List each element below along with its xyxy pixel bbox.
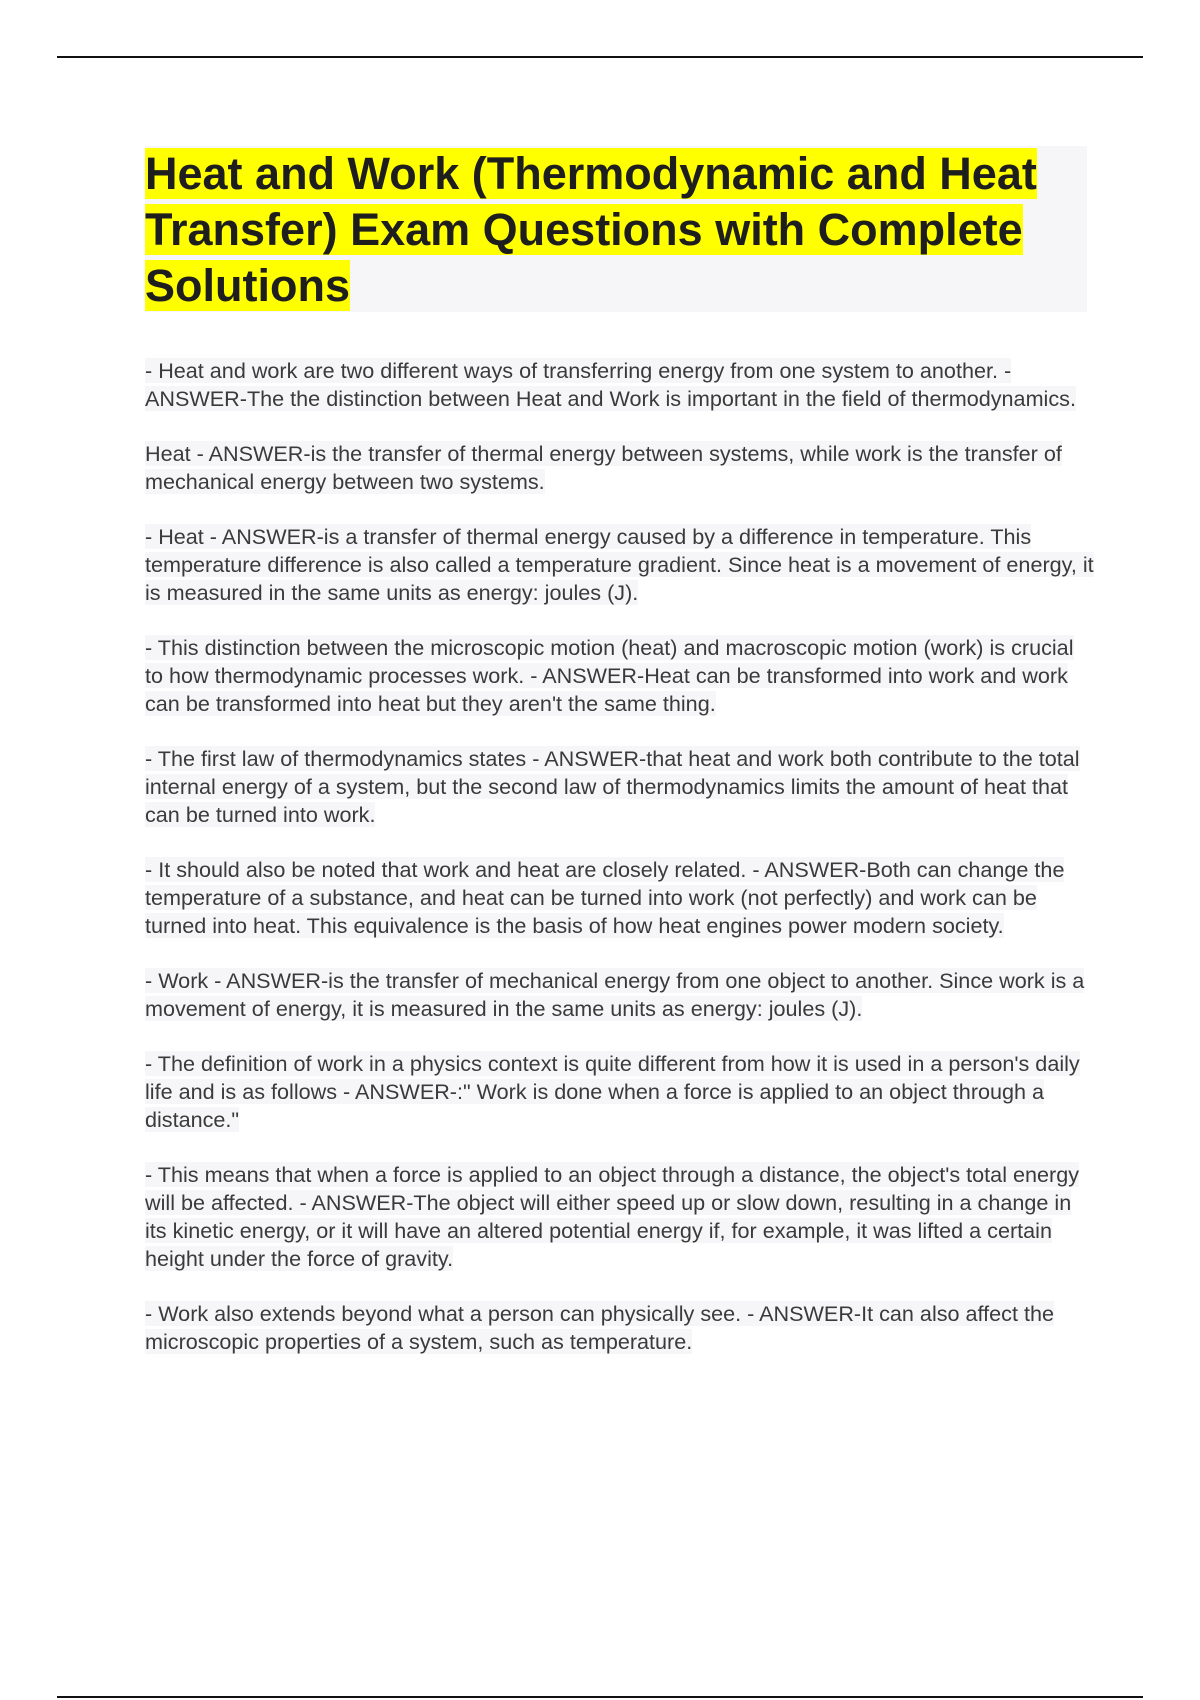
- qa-item: - It should also be noted that work and heat are closely related. - ANSWER-Both can change the temperature of a substance, and heat can be turned into work (not perfectly) and work can be turned into heat. This equivalence is the basis of how heat engines power modern society.: [145, 857, 1065, 938]
- qa-item: Heat - ANSWER-is the transfer of thermal energy between systems, while work is the transfer of mechanical energy between two systems.: [145, 441, 1062, 494]
- bottom-rule: [57, 1696, 1143, 1698]
- title-block: [145, 146, 1087, 312]
- qa-item: - Work - ANSWER-is the transfer of mechanical energy from one object to another. Since work is a movement of energy, it is measured in the same units as energy: joules (J).: [145, 968, 1085, 1021]
- qa-list: [145, 357, 1095, 1383]
- qa-item: - This means that when a force is applied to an object through a distance, the object's total energy will be affected. - ANSWER-The object will either speed up or slow down, resulting in a change in its kinetic energy, or it will have an altered potential energy if, for example, it was lifted a certain height under the force of gravity.: [145, 1162, 1080, 1271]
- top-rule: [57, 56, 1143, 58]
- qa-item: - The first law of thermodynamics states - ANSWER-that heat and work both contribute to the total internal energy of a system, but the second law of thermodynamics limits the amount of heat that can be turned into work.: [145, 746, 1080, 827]
- qa-item: - This distinction between the microscopic motion (heat) and macroscopic motion (work) is crucial to how thermodynamic processes work. - ANSWER-Heat can be transformed into work and work can be transformed into heat but they aren't the same thing.: [145, 635, 1074, 716]
- document-title: [145, 146, 1087, 314]
- title-highlight: Heat and Work (Thermodynamic and Heat Transfer) Exam Questions with Complete Solutions: [145, 148, 1037, 311]
- qa-item: - Heat and work are two different ways of transferring energy from one system to another. - ANSWER-The the distinction between Heat and Work is important in the field of thermodynamics.: [145, 358, 1076, 411]
- qa-item: - Work also extends beyond what a person can physically see. - ANSWER-It can also affect the microscopic properties of a system, such as temperature.: [145, 1301, 1054, 1354]
- qa-item: - The definition of work in a physics context is quite different from how it is used in a person's daily life and is as follows - ANSWER-:" Work is done when a force is applied to an object through a distance.": [145, 1051, 1080, 1132]
- qa-item: - Heat - ANSWER-is a transfer of thermal energy caused by a difference in temperature. This temperature difference is also called a temperature gradient. Since heat is a movement of energy, it is measured in the same units as energy: joules (J).: [145, 524, 1094, 605]
